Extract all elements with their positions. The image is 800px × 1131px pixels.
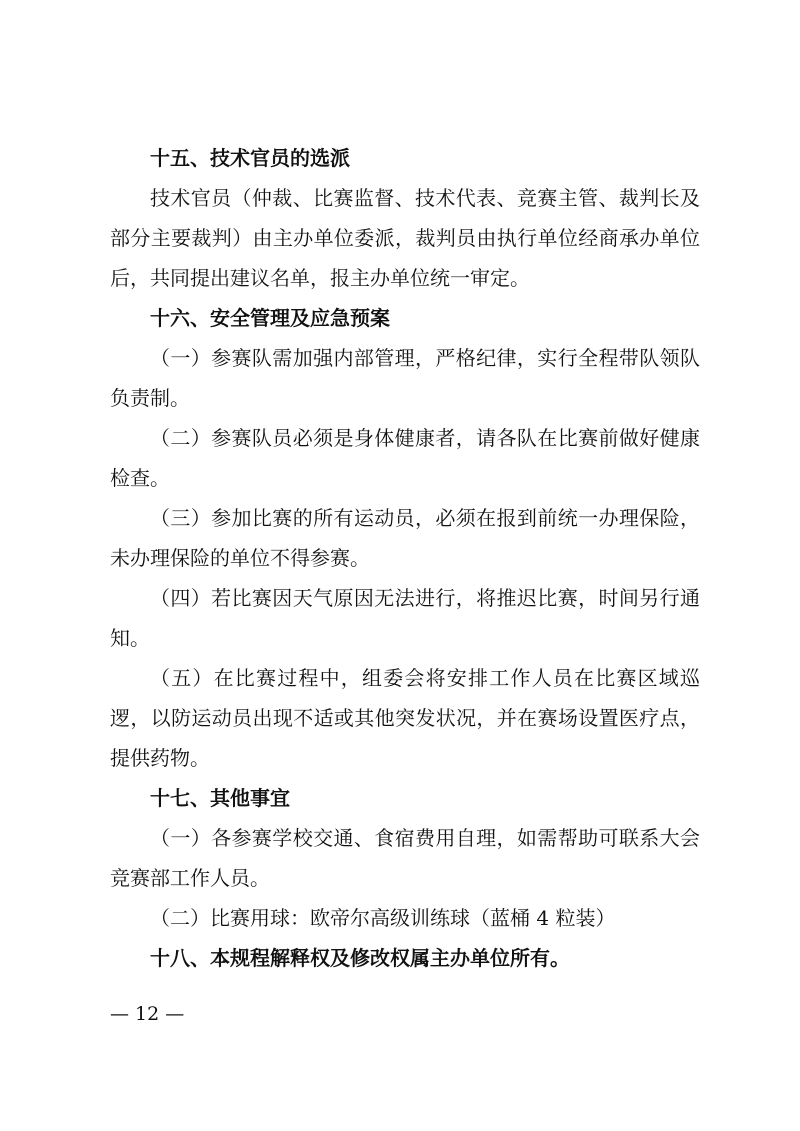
section-15-heading: 十五、技术官员的选派 [150,146,350,170]
section-17-heading: 十七、其他事宜 [150,786,290,810]
section-16-item-4: （四）若比赛因天气原因无法进行，将推迟比赛，时间另行通知。 [110,586,700,650]
page-number: — 12 — [110,1003,185,1025]
section-15-paragraph: 技术官员（仲裁、比赛监督、技术代表、竞赛主管、裁判长及部分主要裁判）由主办单位委派，裁判员由执行单位经商承办单位后，共同提出建议名单，报主办单位统一审定。 [110,186,700,290]
section-16-item-2: （二）参赛队员必须是身体健康者，请各队在比赛前做好健康检查。 [110,426,700,490]
section-17-item-2: （二）比赛用球：欧帝尔高级训练球（蓝桶 4 粒装） [150,906,616,930]
section-16-heading: 十六、安全管理及应急预案 [150,306,390,330]
document-body [110,138,700,978]
section-16-item-1: （一）参赛队需加强内部管理，严格纪律，实行全程带队领队负责制。 [110,346,700,410]
section-16-item-5: （五）在比赛过程中，组委会将安排工作人员在比赛区域巡逻，以防运动员出现不适或其他突发状况，并在赛场设置医疗点，提供药物。 [110,666,700,770]
section-17-item-1: （一）各参赛学校交通、食宿费用自理，如需帮助可联系大会竞赛部工作人员。 [110,826,700,890]
section-18-heading: 十八、本规程解释权及修改权属主办单位所有。 [150,946,570,970]
section-16-item-3: （三）参加比赛的所有运动员，必须在报到前统一办理保险，未办理保险的单位不得参赛。 [110,506,700,570]
